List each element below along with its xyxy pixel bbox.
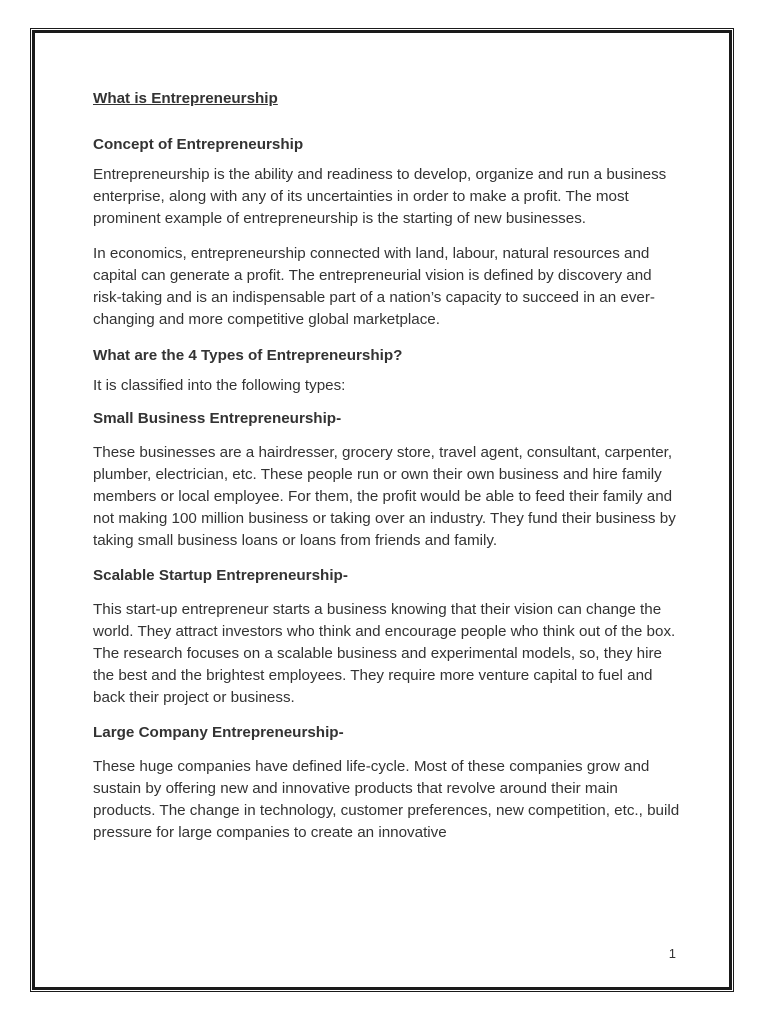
section-heading-concept: Concept of Entrepreneurship bbox=[93, 136, 304, 153]
document-body bbox=[93, 88, 683, 857]
paragraph-small-business: These businesses are a hairdresser, grocery store, travel agent, consultant, carpenter, plumber, electrician, etc. These people run or own their own business and hire family members or local employee. For them, the profit would be able to feed their family and not making 100 million business or taking over an industry. They fund their business by taking small business loans or loans from friends and family. bbox=[93, 444, 676, 549]
section-heading-types: What are the 4 Types of Entrepreneurship? bbox=[93, 347, 403, 364]
paragraph-types-intro: It is classified into the following types: bbox=[93, 377, 346, 394]
page-number: 1 bbox=[668, 946, 676, 961]
paragraph-economics: In economics, entrepreneurship connected with land, labour, natural resources and capital can generate a profit. The entrepreneurial vision is defined by discovery and risk-taking and is an indispensable part of a nation’s capacity to succeed in an ever-changing and more competitive global marketplace. bbox=[93, 245, 655, 328]
paragraph-large-company: These huge companies have defined life-cycle. Most of these companies grow and sustain by offering new and innovative products that revolve around their main products. The change in technology, customer preferences, new competition, etc., build pressure for large companies to create an innovative bbox=[93, 758, 680, 841]
type-heading-large-company: Large Company Entrepreneurship- bbox=[93, 724, 344, 741]
document-title: What is Entrepreneurship bbox=[93, 90, 278, 107]
type-heading-small-business: Small Business Entrepreneurship- bbox=[93, 410, 342, 427]
type-heading-scalable-startup: Scalable Startup Entrepreneurship- bbox=[93, 567, 348, 584]
paragraph-concept-definition: Entrepreneurship is the ability and readiness to develop, organize and run a business enterprise, along with any of its uncertainties in order to make a profit. The most prominent example of entrepreneurship is the starting of new businesses. bbox=[93, 166, 667, 227]
paragraph-scalable-startup: This start-up entrepreneur starts a business knowing that their vision can change the world. They attract investors who think and encourage people who think out of the box. The research focuses on a scalable business and experimental models, so, they hire the best and the brightest employees. They require more venture capital to fuel and back their project or business. bbox=[93, 601, 676, 706]
